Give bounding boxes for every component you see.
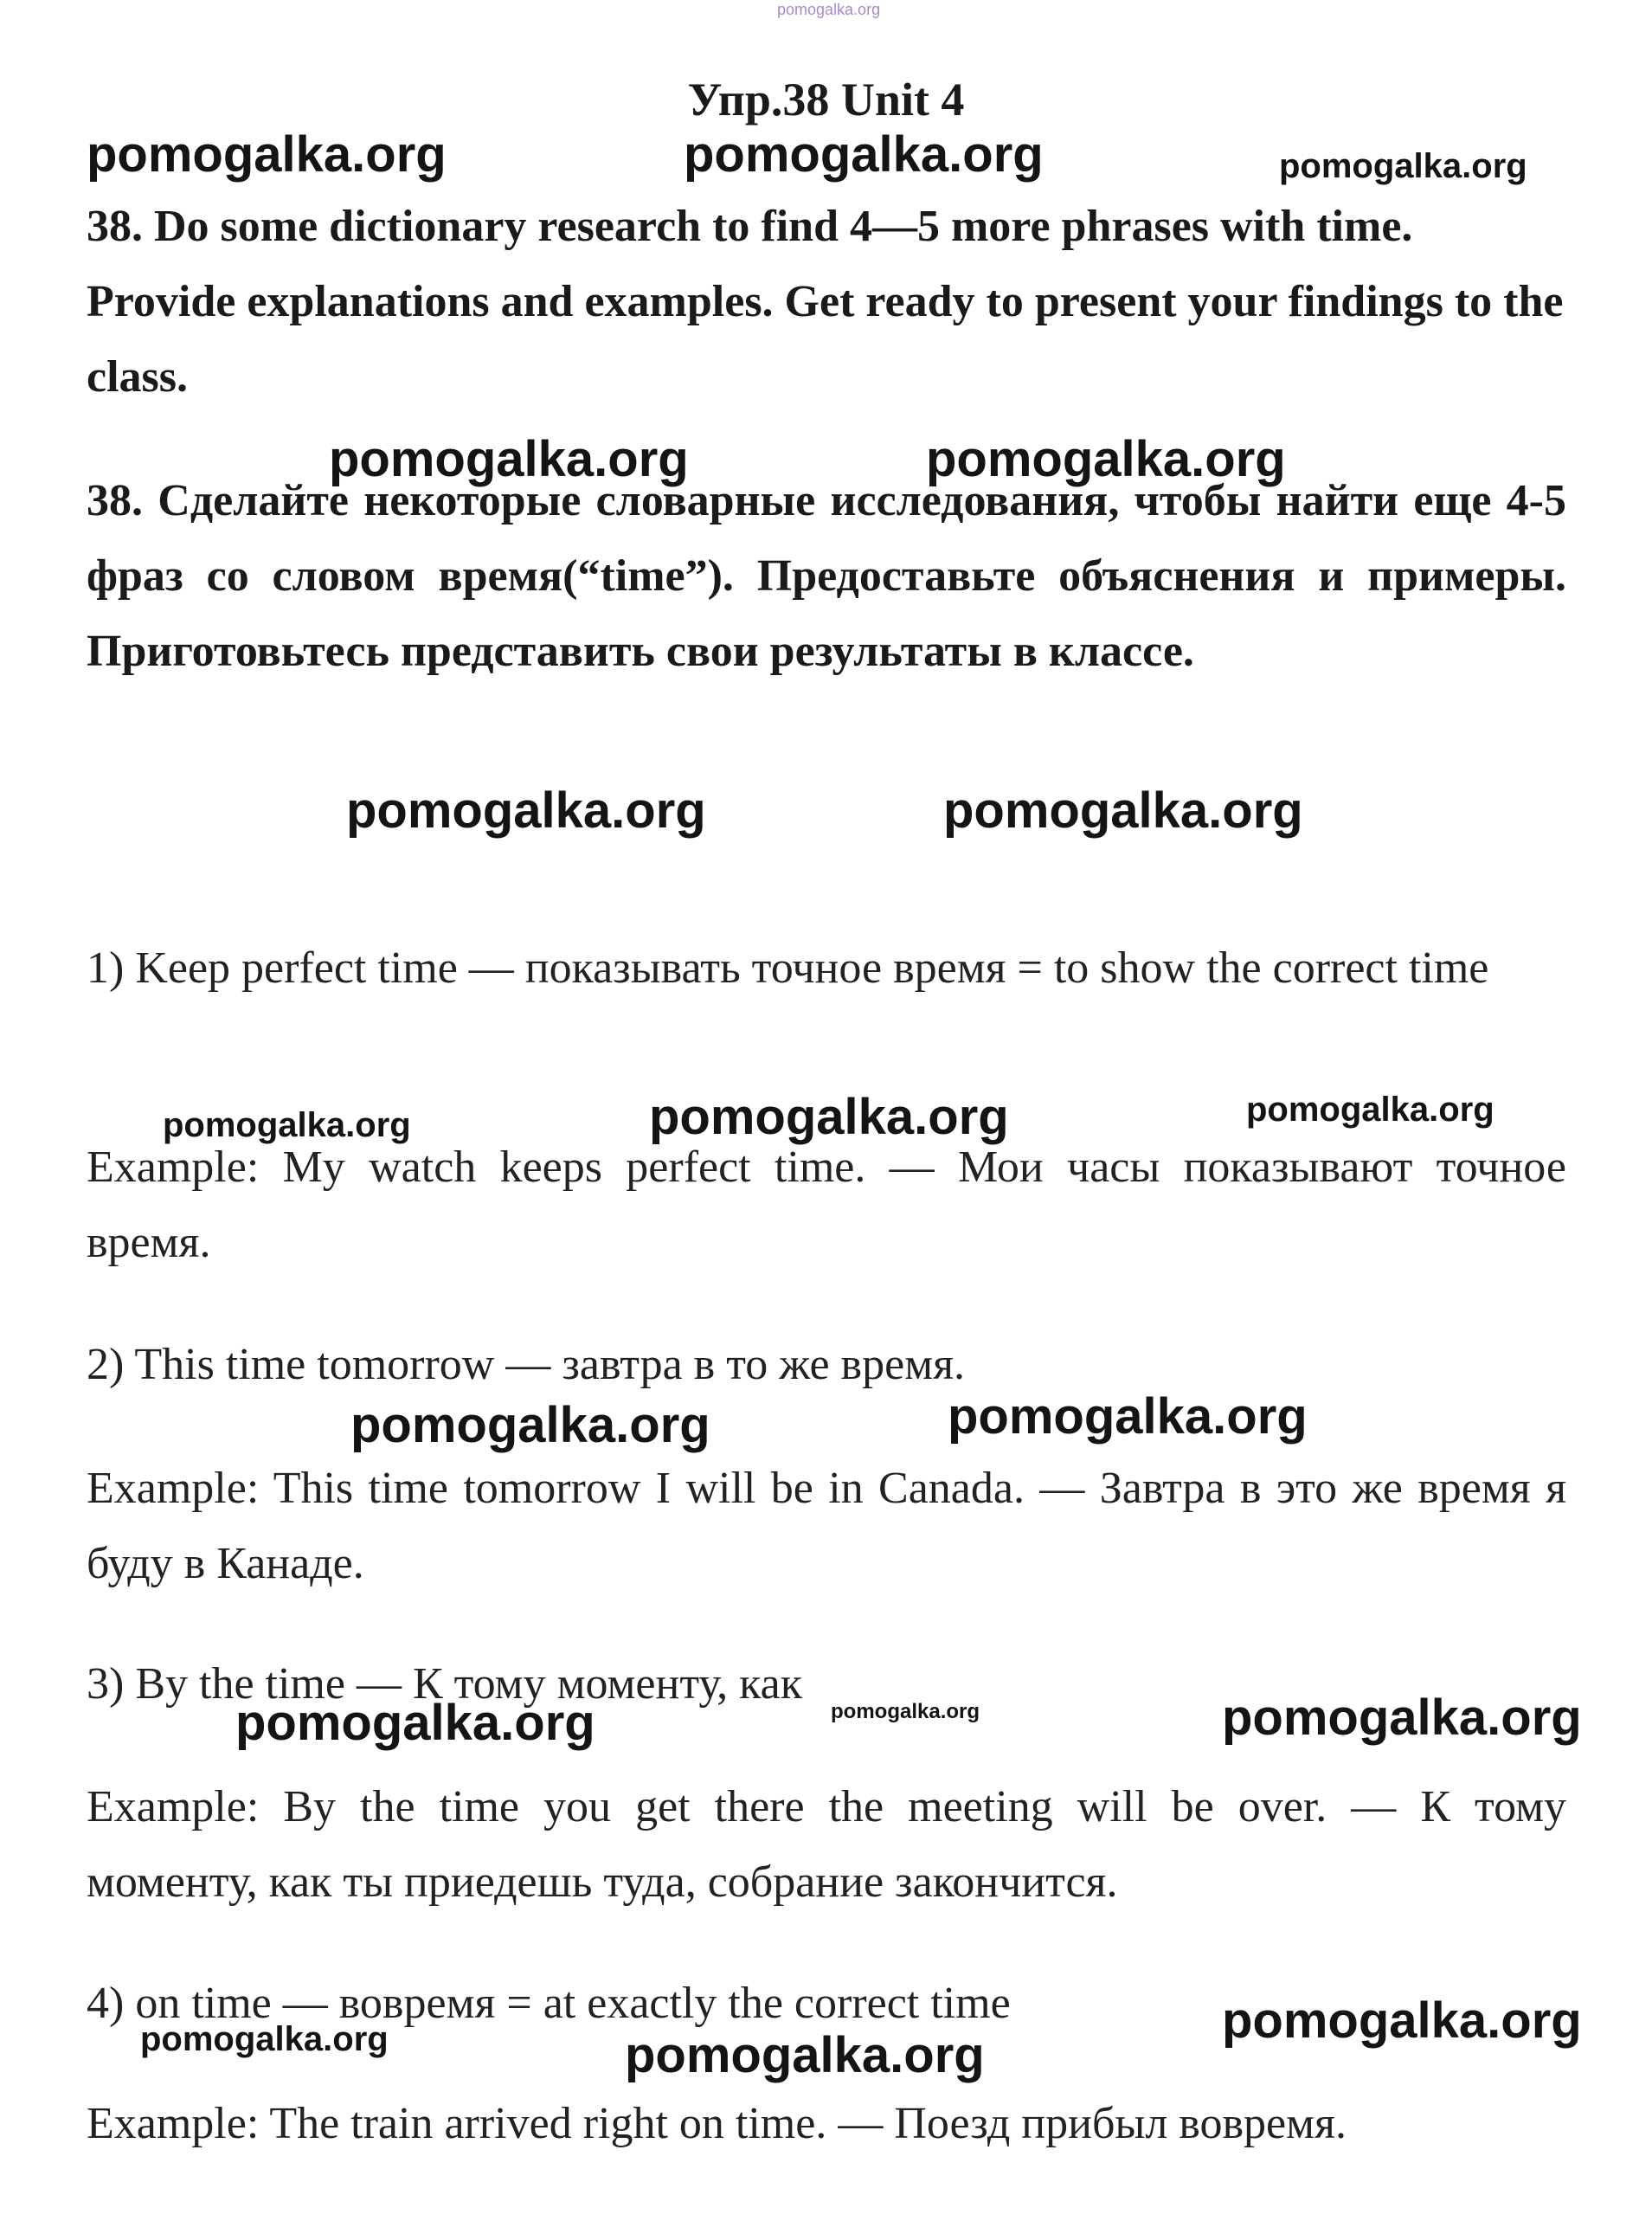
watermark: pomogalka.org [1279, 147, 1527, 185]
watermark: pomogalka.org [943, 782, 1303, 839]
watermark: pomogalka.org [684, 126, 1044, 183]
watermark: pomogalka.org [625, 2027, 985, 2083]
page-title: Упр.38 Unit 4 [687, 74, 965, 126]
item-1-phrase: 1) Keep perfect time — показывать точное время = to show the correct time [87, 943, 1489, 993]
watermark: pomogalka.org [926, 431, 1286, 487]
item-4-example: Example: The train arrived right on time. — Поезд прибыл вовремя. [87, 2099, 1347, 2148]
item-2-phrase: 2) This time tomorrow — завтра в то же время. [87, 1340, 966, 1389]
task-english: 38. Do some dictionary research to find 4—5 more phrases with time. Provide explanations and examples. Get ready to present your findings to the class. [87, 202, 1564, 402]
watermark: pomogalka.org [346, 782, 706, 839]
item-3-phrase: 3) By the time — К тому моменту, как [87, 1659, 802, 1709]
watermark: pomogalka.org [831, 1700, 980, 1723]
watermark: pomogalka.org [649, 1089, 1009, 1145]
watermark: pomogalka.org [235, 1695, 595, 1751]
watermark: pomogalka.org [350, 1397, 710, 1453]
item-4-phrase: 4) on time — вовремя = at exactly the correct time [87, 1979, 1011, 2028]
top-watermark: pomogalka.org [777, 1, 881, 18]
item-3-example: Example: By the time you get there the meeting will be over. — К тому моменту, как ты приедешь туда, собрание закончится. [87, 1782, 1566, 1907]
watermark: pomogalka.org [163, 1106, 411, 1144]
watermark: pomogalka.org [1222, 1992, 1582, 2049]
watermark: pomogalka.org [948, 1388, 1308, 1445]
item-1-example: Example: My watch keeps perfect time. — Мои часы показывают точное время. [87, 1143, 1566, 1267]
watermark: pomogalka.org [140, 2020, 389, 2058]
watermark: pomogalka.org [1222, 1690, 1582, 1746]
watermark: pomogalka.org [329, 431, 689, 487]
watermark: pomogalka.org [87, 126, 447, 183]
item-2-example: Example: This time tomorrow I will be in Canada. — Завтра в это же время я буду в Канаде. [87, 1464, 1566, 1588]
watermark: pomogalka.org [1246, 1091, 1495, 1129]
task-russian: 38. Сделайте некоторые словарные исследования, чтобы найти еще 4-5 фраз со словом время(“time”). Предоставьте объяснения и примеры. Приготовьтесь представить свои результаты в классе. [87, 476, 1566, 676]
